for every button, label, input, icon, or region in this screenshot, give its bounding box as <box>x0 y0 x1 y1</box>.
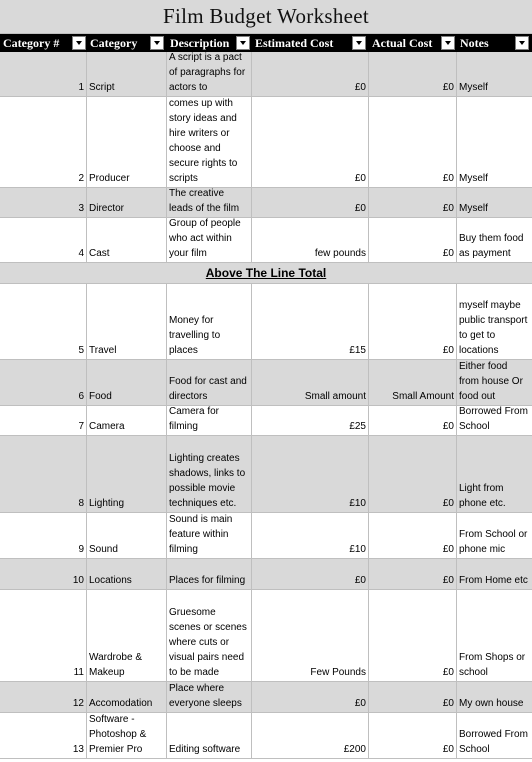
cell-category-number-text: 12 <box>72 698 84 709</box>
cell-category-number-text: 6 <box>78 391 84 402</box>
table-row <box>0 284 532 360</box>
table-row <box>0 97 532 188</box>
cell-actual-cost-text: £0 <box>442 203 454 214</box>
cell-actual-cost[interactable] <box>369 713 457 758</box>
cell-category[interactable] <box>87 406 167 435</box>
cell-estimated-cost[interactable] <box>252 682 369 712</box>
cell-actual-cost[interactable] <box>369 218 457 262</box>
cell-estimated-cost-text: Few Pounds <box>310 667 366 678</box>
header-category-number: Category # <box>3 36 60 50</box>
worksheet-title: Film Budget Worksheet <box>0 0 532 34</box>
cell-category-number[interactable] <box>0 406 87 435</box>
cell-description[interactable] <box>167 97 252 187</box>
cell-category-number[interactable] <box>0 97 87 187</box>
cell-category-text: Software - Photoshop & Premier Pro <box>89 714 147 755</box>
cell-category-number-text: 5 <box>78 345 84 356</box>
cell-description[interactable] <box>167 559 252 589</box>
cell-description-text: Food for cast and directors <box>169 376 247 402</box>
cell-category-number-text: 8 <box>78 498 84 509</box>
cell-description[interactable] <box>167 218 252 262</box>
header-description: Description <box>170 36 230 50</box>
cell-description-text: The creative leads of the film <box>169 188 240 214</box>
cell-actual-cost-text: £0 <box>442 248 454 259</box>
table-row <box>0 682 532 713</box>
cell-category-text: Travel <box>89 345 117 356</box>
above-line-total-row <box>0 263 532 284</box>
cell-estimated-cost[interactable] <box>252 713 369 758</box>
table-row <box>0 406 532 436</box>
cell-notes[interactable] <box>457 713 532 758</box>
cell-estimated-cost[interactable] <box>252 97 369 187</box>
cell-notes-text: Borrowed From School <box>459 729 528 755</box>
cell-estimated-cost[interactable] <box>252 436 369 512</box>
cell-category-text: Producer <box>89 173 130 184</box>
cell-description-text: comes up with story ideas and hire writers or choose and secure rights to scripts <box>169 98 238 184</box>
filter-dropdown-icon[interactable] <box>441 36 455 50</box>
cell-category[interactable] <box>87 713 167 758</box>
cell-description[interactable] <box>167 52 252 96</box>
cell-notes[interactable] <box>457 513 532 558</box>
cell-description-text: Gruesome scenes or scenes where cuts or visual pairs need to be made <box>169 607 247 678</box>
cell-category[interactable] <box>87 52 167 96</box>
cell-category-number[interactable] <box>0 513 87 558</box>
cell-actual-cost-text: £0 <box>442 421 454 432</box>
cell-estimated-cost[interactable] <box>252 52 369 96</box>
cell-actual-cost-text: £0 <box>442 544 454 555</box>
cell-category-text: Camera <box>89 421 125 432</box>
cell-description-text: A script is a pact of paragraphs for actors to <box>169 52 246 93</box>
cell-category[interactable] <box>87 218 167 262</box>
cell-category-text: Script <box>89 82 115 93</box>
cell-category-number[interactable] <box>0 188 87 217</box>
cell-actual-cost[interactable] <box>369 513 457 558</box>
cell-actual-cost[interactable] <box>369 284 457 359</box>
cell-estimated-cost[interactable] <box>252 218 369 262</box>
above-line-total-label: Above The Line Total <box>205 266 327 280</box>
cell-category-text: Sound <box>89 544 118 555</box>
cell-category-number[interactable] <box>0 436 87 512</box>
cell-estimated-cost-text: £0 <box>354 575 366 586</box>
cell-estimated-cost-text: £200 <box>343 744 366 755</box>
header-row <box>0 34 532 52</box>
header-category: Category <box>90 36 138 50</box>
cell-category-number[interactable] <box>0 559 87 589</box>
cell-category-number-text: 11 <box>73 667 84 678</box>
cell-estimated-cost-text: Small amount <box>304 391 366 402</box>
cell-category-text: Locations <box>89 575 132 586</box>
cell-notes-text: Light from phone etc. <box>459 483 506 509</box>
cell-description-text: Editing software <box>169 744 241 755</box>
table-row <box>0 52 532 97</box>
cell-estimated-cost-text: £0 <box>354 82 366 93</box>
header-notes: Notes <box>460 36 489 50</box>
cell-category-text: Lighting <box>89 498 125 509</box>
cell-category-number-text: 10 <box>72 575 84 586</box>
cell-description[interactable] <box>167 436 252 512</box>
cell-estimated-cost[interactable] <box>252 406 369 435</box>
cell-actual-cost-text: £0 <box>442 345 454 356</box>
cell-notes[interactable] <box>457 682 532 712</box>
cell-estimated-cost-text: few pounds <box>314 248 366 259</box>
cell-category-number-text: 13 <box>72 744 84 755</box>
cell-notes-text: Myself <box>459 82 488 93</box>
cell-actual-cost[interactable] <box>369 52 457 96</box>
cell-actual-cost[interactable] <box>369 406 457 435</box>
cell-category[interactable] <box>87 513 167 558</box>
cell-category-number-text: 1 <box>78 82 84 93</box>
cell-estimated-cost-text: £0 <box>354 173 366 184</box>
cell-category-number[interactable] <box>0 52 87 96</box>
cell-category-text: Director <box>89 203 125 214</box>
cell-actual-cost[interactable] <box>369 97 457 187</box>
cell-category[interactable] <box>87 559 167 589</box>
table-row <box>0 218 532 263</box>
cell-category-text: Accomodation <box>89 698 153 709</box>
header-actual-cost: Actual Cost <box>372 36 433 50</box>
cell-actual-cost[interactable] <box>369 436 457 512</box>
cell-category-text: Food <box>89 391 112 402</box>
filter-dropdown-icon[interactable] <box>236 36 250 50</box>
cell-notes[interactable] <box>457 590 532 681</box>
cell-actual-cost[interactable] <box>369 682 457 712</box>
cell-estimated-cost[interactable] <box>252 513 369 558</box>
cell-actual-cost[interactable] <box>369 188 457 217</box>
cell-description-text: Group of people who act within your film <box>169 218 241 259</box>
cell-description[interactable] <box>167 284 252 359</box>
filter-dropdown-icon[interactable] <box>150 36 164 50</box>
cell-category-number-text: 3 <box>78 203 84 214</box>
cell-estimated-cost[interactable] <box>252 559 369 589</box>
cell-category-number[interactable] <box>0 590 87 681</box>
cell-category[interactable] <box>87 284 167 359</box>
filter-dropdown-icon[interactable] <box>515 36 529 50</box>
cell-notes[interactable] <box>457 97 532 187</box>
cell-category-number[interactable] <box>0 284 87 359</box>
cell-actual-cost-text: £0 <box>442 173 454 184</box>
cell-notes-text: Myself <box>459 173 488 184</box>
cell-description[interactable] <box>167 360 252 405</box>
cell-description-text: Camera for filming <box>169 406 220 432</box>
table-row <box>0 436 532 513</box>
cell-actual-cost-text: £0 <box>442 667 454 678</box>
table-row <box>0 559 532 590</box>
cell-estimated-cost[interactable] <box>252 284 369 359</box>
cell-category-number-text: 4 <box>78 248 84 259</box>
table-body <box>0 52 532 759</box>
cell-actual-cost[interactable] <box>369 559 457 589</box>
cell-category-number-text: 9 <box>78 544 84 555</box>
cell-actual-cost[interactable] <box>369 590 457 681</box>
cell-category[interactable] <box>87 188 167 217</box>
table-row <box>0 513 532 559</box>
cell-description[interactable] <box>167 713 252 758</box>
cell-notes-text: From School or phone mic <box>459 529 528 555</box>
cell-category-text: Wardrobe & Makeup <box>89 652 142 678</box>
cell-notes[interactable] <box>457 436 532 512</box>
cell-notes-text: Myself <box>459 203 488 214</box>
cell-category[interactable] <box>87 360 167 405</box>
cell-actual-cost-text: £0 <box>442 744 454 755</box>
cell-description-text: Places for filming <box>169 575 246 586</box>
cell-notes-text: Borrowed From School <box>459 406 528 432</box>
cell-notes[interactable] <box>457 218 532 262</box>
cell-actual-cost-text: Small Amount <box>392 391 454 402</box>
cell-notes-text: Buy them food as payment <box>459 233 524 259</box>
cell-category[interactable] <box>87 590 167 681</box>
table-row <box>0 360 532 406</box>
cell-notes[interactable] <box>457 360 532 405</box>
cell-estimated-cost[interactable] <box>252 360 369 405</box>
cell-notes-text: From Home etc <box>459 575 528 586</box>
cell-description-text: Lighting creates shadows, links to possible movie techniques etc. <box>169 453 246 509</box>
header-estimated-cost: Estimated Cost <box>255 36 334 50</box>
cell-estimated-cost-text: £15 <box>349 345 366 356</box>
cell-actual-cost[interactable] <box>369 360 457 405</box>
cell-description[interactable] <box>167 590 252 681</box>
cell-notes[interactable] <box>457 188 532 217</box>
cell-estimated-cost[interactable] <box>252 590 369 681</box>
cell-notes[interactable] <box>457 406 532 435</box>
cell-category-number[interactable] <box>0 682 87 712</box>
cell-actual-cost-text: £0 <box>442 82 454 93</box>
cell-category-number-text: 7 <box>78 421 84 432</box>
cell-estimated-cost-text: £10 <box>349 544 366 555</box>
table-row <box>0 188 532 218</box>
cell-description-text: Place where everyone sleeps <box>169 683 242 709</box>
cell-estimated-cost-text: £0 <box>354 698 366 709</box>
cell-notes[interactable] <box>457 52 532 96</box>
cell-description-text: Money for travelling to places <box>169 315 221 356</box>
cell-category[interactable] <box>87 97 167 187</box>
cell-category[interactable] <box>87 436 167 512</box>
cell-description[interactable] <box>167 406 252 435</box>
table-row <box>0 590 532 682</box>
cell-notes-text: myself maybe public transport to get to locations <box>459 300 528 356</box>
cell-estimated-cost-text: £25 <box>349 421 366 432</box>
cell-notes-text: My own house <box>459 698 524 709</box>
cell-category-number[interactable] <box>0 360 87 405</box>
filter-dropdown-icon[interactable] <box>352 36 366 50</box>
cell-actual-cost-text: £0 <box>442 498 454 509</box>
cell-description-text: Sound is main feature within filming <box>169 514 233 555</box>
cell-estimated-cost-text: £10 <box>349 498 366 509</box>
cell-category-number-text: 2 <box>78 173 84 184</box>
cell-estimated-cost-text: £0 <box>354 203 366 214</box>
cell-description[interactable] <box>167 188 252 217</box>
cell-notes-text: From Shops or school <box>459 652 526 678</box>
cell-notes[interactable] <box>457 284 532 359</box>
cell-notes-text: Either food from house Or food out <box>459 361 523 402</box>
filter-dropdown-icon[interactable] <box>72 36 86 50</box>
cell-notes[interactable] <box>457 559 532 589</box>
cell-category-text: Cast <box>89 248 110 259</box>
cell-actual-cost-text: £0 <box>442 698 454 709</box>
table-row <box>0 713 532 759</box>
cell-category-number[interactable] <box>0 218 87 262</box>
cell-estimated-cost[interactable] <box>252 188 369 217</box>
cell-category-number[interactable] <box>0 713 87 758</box>
cell-description[interactable] <box>167 513 252 558</box>
cell-category[interactable] <box>87 682 167 712</box>
cell-actual-cost-text: £0 <box>442 575 454 586</box>
cell-description[interactable] <box>167 682 252 712</box>
